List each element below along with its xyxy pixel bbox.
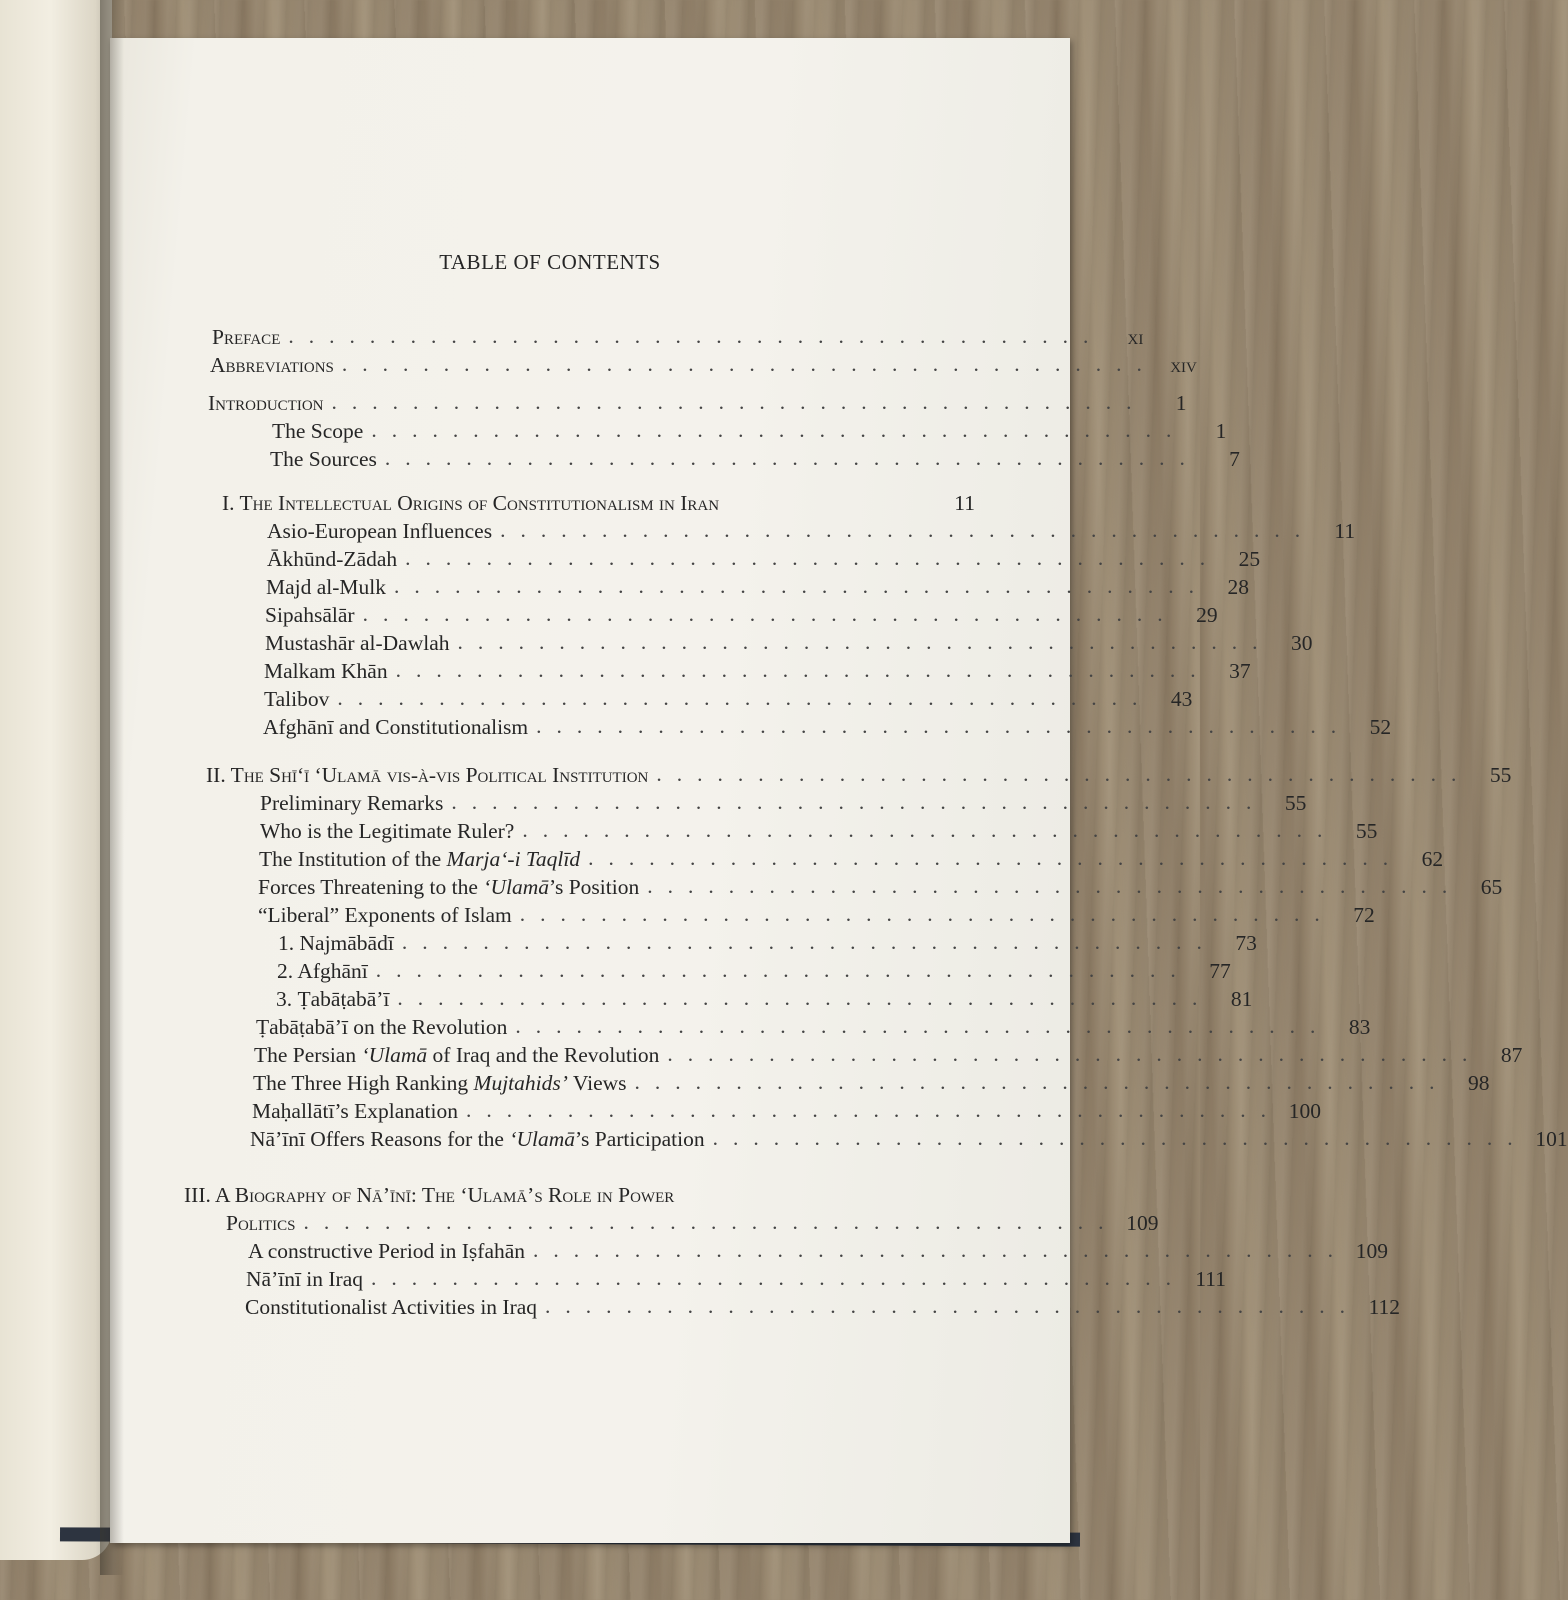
toc-entry: Preliminary Remarks ........................................ 55	[260, 789, 1307, 815]
toc-title: TABLE OF CONTENTS	[439, 250, 661, 274]
toc-entry: The Three High Ranking Mujtahids’ Views ........................................ 98	[253, 1069, 1490, 1095]
toc-entry: Nā’īnī Offers Reasons for the ‘Ulamā’s Participation ........................................ 101	[250, 1125, 1568, 1151]
toc-entry: 3. Ṭabāṭabā’ī ........................................ 81	[276, 985, 1253, 1011]
toc-entry: Ākhūnd-Zādah ........................................ 25	[267, 545, 1261, 571]
toc-entry: Sipahsālār ........................................ 29	[265, 601, 1218, 627]
toc-chapter-3: III. A Biography of Nā’īnī: The ‘Ulamā’s Role in Power	[184, 1183, 675, 1207]
toc-chapter-1: I. The Intellectual Origins of Constitutionalism in Iran 11	[222, 491, 975, 515]
toc-entry: Mustashār al-Dawlah ........................................ 30	[265, 629, 1313, 655]
toc-entry-preface: Preface ........................................ xi	[212, 323, 1144, 349]
toc-entry: The Persian ‘Ulamā of Iraq and the Revolution ........................................ 87	[254, 1041, 1523, 1067]
toc-entry: Who is the Legitimate Ruler? ........................................ 55	[260, 817, 1378, 843]
toc-chapter-2: II. The Shī‘ī ‘Ulamā vis-à-vis Political Institution ........................................ 55	[206, 761, 1512, 787]
toc-entry: Ṭabāṭabā’ī on the Revolution ........................................ 83	[256, 1013, 1371, 1039]
toc-entry-the-sources: The Sources ........................................ 7	[270, 445, 1240, 471]
toc-entry: Talibov ........................................ 43	[264, 685, 1193, 711]
toc-entry: Majd al-Mulk ........................................ 28	[266, 573, 1250, 599]
toc-entry: A constructive Period in Iṣfahān ........................................ 109	[248, 1237, 1389, 1263]
toc-entry: Malkam Khān ........................................ 37	[264, 657, 1251, 683]
toc-entry: Afghānī and Constitutionalism ........................................ 52	[263, 713, 1392, 739]
toc-entry: 1. Najmābādī ........................................ 73	[278, 929, 1257, 955]
toc-entry: Asio-European Influences ........................................ 11	[267, 517, 1356, 543]
table-of-contents	[110, 38, 1568, 1543]
toc-entry: “Liberal” Exponents of Islam ........................................ 72	[258, 901, 1375, 927]
toc-entry: Forces Threatening to the ‘Ulamā’s Position ........................................ 65	[258, 873, 1503, 899]
toc-entry: The Institution of the Marja‘-i Taqlīd ........................................ 62	[259, 845, 1444, 871]
toc-entry: Constitutionalist Activities in Iraq ........................................ 112	[245, 1293, 1401, 1319]
toc-entry-abbreviations: Abbreviations ........................................ xiv	[210, 351, 1197, 377]
toc-entry-the-scope: The Scope ........................................ 1	[272, 417, 1227, 443]
toc-entry: Maḥallātī’s Explanation ........................................ 100	[252, 1097, 1321, 1123]
toc-entry: 2. Afghānī ........................................ 77	[277, 957, 1231, 983]
toc-entry-introduction: Introduction ........................................ 1	[208, 389, 1187, 415]
toc-chapter-3-cont: Politics ........................................ 109	[226, 1209, 1159, 1235]
toc-entry: Nā’īnī in Iraq ........................................ 111	[246, 1265, 1227, 1291]
left-page-edge	[0, 0, 112, 1560]
book-page	[110, 38, 1568, 1543]
spine-shadow	[100, 0, 124, 1575]
